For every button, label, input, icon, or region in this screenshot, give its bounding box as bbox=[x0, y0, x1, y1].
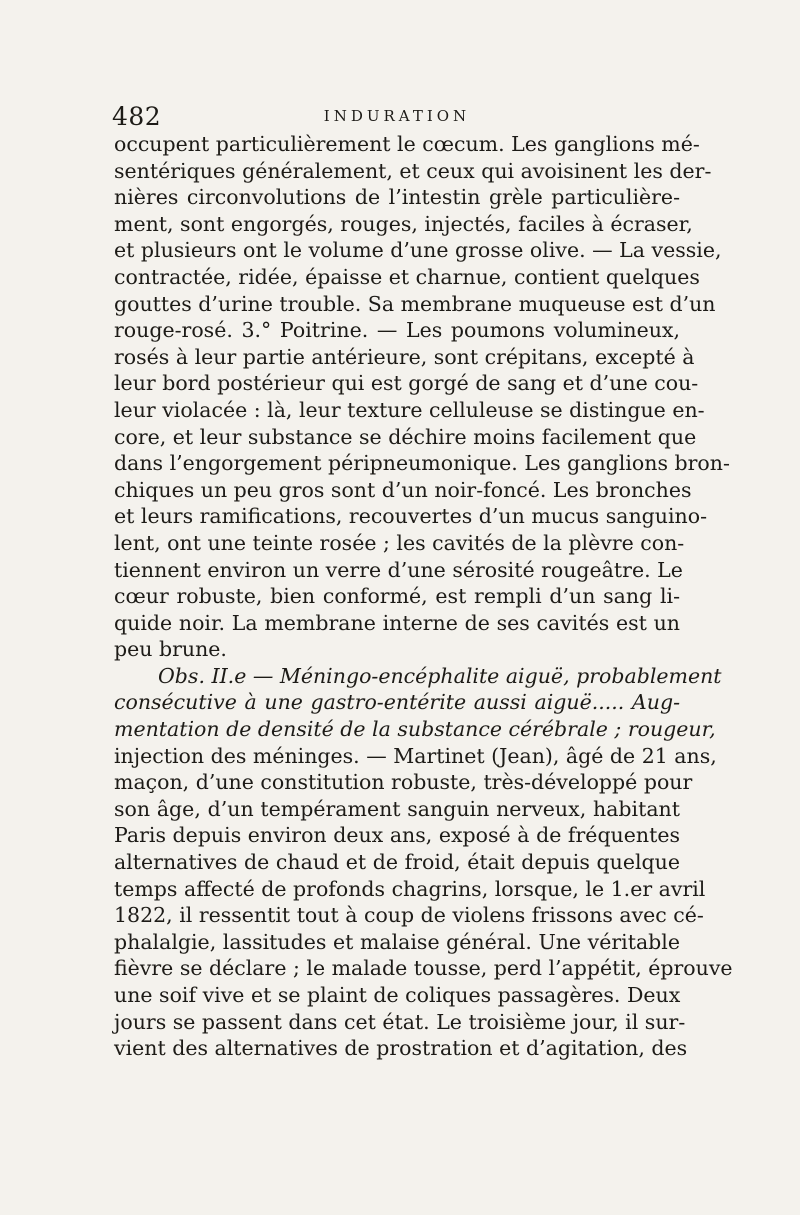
text-line: rouge-rosé. 3.° Poitrine. — Les poumons volumineux, bbox=[114, 318, 680, 343]
text-line: injection des méninges. — Martinet (Jean), âgé de 21 ans, bbox=[114, 743, 717, 768]
text-line: ment, sont engorgés, rouges, injectés, faciles à écraser, bbox=[114, 211, 693, 236]
text-line: cœur robuste, bien conformé, est rempli d’un sang li- bbox=[114, 584, 680, 609]
text-line: lent, ont une teinte rosée ; les cavités de la plèvre con- bbox=[114, 530, 685, 555]
text-line: jours se passent dans cet état. Le troisième jour, il sur- bbox=[114, 1009, 686, 1034]
page-header bbox=[112, 96, 682, 132]
text-line: alternatives de chaud et de froid, était depuis quelque bbox=[114, 850, 680, 875]
text-line: et leurs ramifications, recouvertes d’un mucus sanguino- bbox=[114, 504, 707, 529]
text-line: gouttes d’urine trouble. Sa membrane muqueuse est d’un bbox=[114, 291, 716, 316]
observation-heading-line: Obs. II.e — Méningo-encéphalite aiguë, probablement bbox=[158, 663, 722, 688]
observation-heading-line: consécutive à une gastro-entérite aussi aiguë..... Aug- bbox=[114, 690, 680, 715]
text-line: son âge, d’un tempérament sanguin nerveux, habitant bbox=[114, 796, 680, 821]
text-line: nières circonvolutions de l’intestin grèle particulière- bbox=[114, 185, 680, 210]
text-line: une soif vive et se plaint de coliques passagères. Deux bbox=[114, 983, 681, 1007]
text-line: et plusieurs ont le volume d’une grosse olive. — La vessie, bbox=[114, 238, 722, 263]
text-line: core, et leur substance se déchire moins facilement que bbox=[114, 424, 697, 449]
text-line: quide noir. La membrane interne de ses cavités est un bbox=[114, 610, 680, 635]
text-line: tiennent environ un verre d’une sérosité rougeâtre. Le bbox=[114, 557, 683, 582]
text-line: leur bord postérieur qui est gorgé de sang et d’une cou- bbox=[114, 371, 699, 396]
text-line: chiques un peu gros sont d’un noir-foncé. Les bronches bbox=[114, 477, 692, 502]
text-line: contractée, ridée, épaisse et charnue, contient quelques bbox=[114, 264, 700, 289]
text-line: peu brune. bbox=[114, 637, 227, 662]
text-line: vient des alternatives de prostration et d’agitation, des bbox=[114, 1036, 688, 1061]
text-line: dans l’engorgement péripneumonique. Les ganglions bron- bbox=[114, 451, 730, 476]
text-line: occupent particulièrement le cœcum. Les ganglions mé- bbox=[114, 132, 700, 156]
text-line: rosés à leur partie antérieure, sont crépitans, excepté à bbox=[114, 344, 695, 369]
text-line: 1822, il ressentit tout à coup de violens frissons avec cé- bbox=[114, 903, 704, 928]
observation-heading-line: mentation de densité de la substance cérébrale ; rougeur, bbox=[114, 717, 716, 742]
body-text bbox=[114, 131, 733, 1062]
text-line: fièvre se déclare ; le malade tousse, perd l’appétit, éprouve bbox=[114, 956, 733, 981]
text-line: maçon, d’une constitution robuste, très-développé pour bbox=[114, 770, 693, 795]
running-head: INDURATION bbox=[323, 107, 471, 125]
page-number: 482 bbox=[112, 102, 162, 131]
text-line: temps affecté de profonds chagrins, lorsque, le 1.er avril bbox=[114, 876, 706, 901]
text-line: sentériques généralement, et ceux qui avoisinent les der- bbox=[114, 158, 712, 183]
text-line: Paris depuis environ deux ans, exposé à de fréquentes bbox=[114, 823, 680, 848]
text-line: phalalgie, lassitudes et malaise général. Une véritable bbox=[114, 929, 680, 954]
text-line: leur violacée : là, leur texture celluleuse se distingue en- bbox=[114, 397, 705, 422]
